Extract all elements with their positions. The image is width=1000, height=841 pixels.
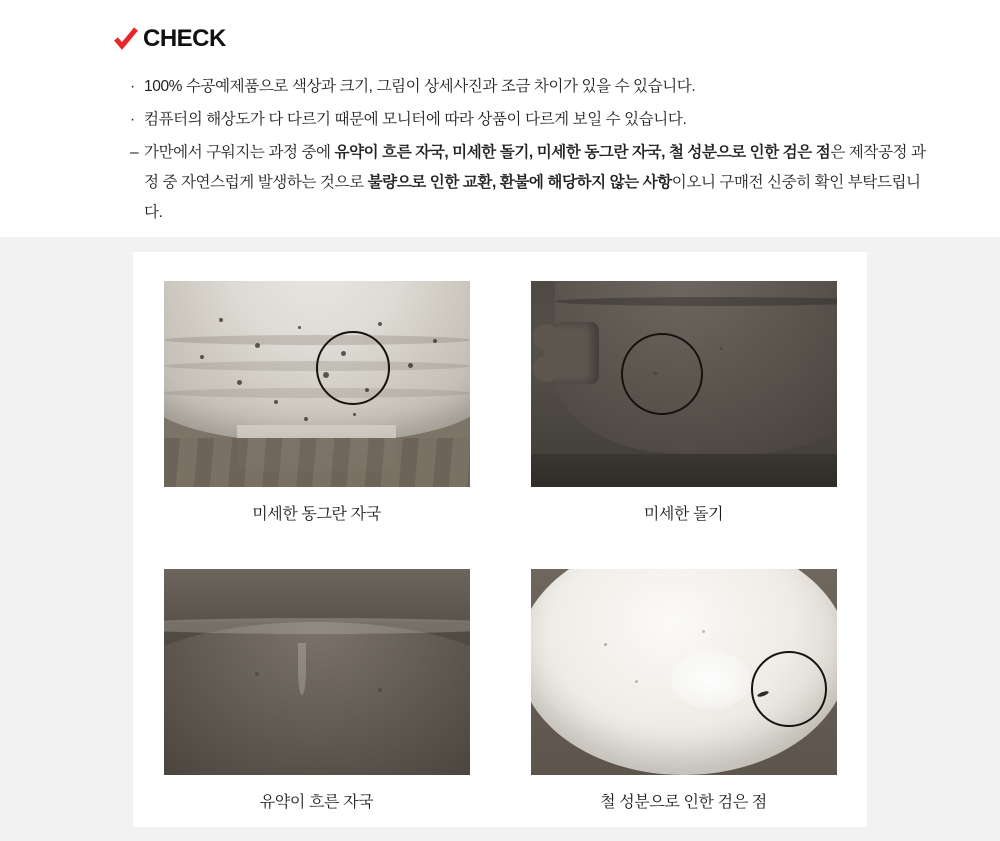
notice-line-text xyxy=(144,138,930,228)
check-heading xyxy=(113,26,226,52)
dark-bowl-handle-photo xyxy=(531,281,837,487)
notice-text-segment-bold: 불량으로 인한 교환, 환불에 해당하지 않는 사항 xyxy=(367,174,672,191)
speckled-bowl-photo xyxy=(164,281,470,487)
notice-line-text: 컴퓨터의 해상도가 다 다르기 때문에 모니터에 따라 상품이 다르게 보일 수 있습니다. xyxy=(144,111,687,128)
gallery-item-caption: 미세한 돌기 xyxy=(643,506,724,523)
notice-text-segment-bold: 유약이 흐른 자국, 미세한 돌기, 미세한 동그란 자국, 철 성분으로 인한 검은 점 xyxy=(334,144,831,161)
gallery-item xyxy=(133,540,500,828)
notice-text-segment: 가만에서 구워지는 과정 중에 xyxy=(144,144,335,161)
notice-line-text: 100% 수공예제품으로 색상과 크기, 그림이 상세사진과 조금 차이가 있을 수 있습니다. xyxy=(144,78,696,95)
notice-text-segment: 은 제작공정 과정 중 자연스럽게 발생하는 것으로 xyxy=(144,144,926,191)
circle-annotation xyxy=(316,331,390,405)
notice-bullet: – xyxy=(130,144,139,161)
defect-example-gallery xyxy=(133,252,867,827)
check-title: CHECK xyxy=(143,25,226,52)
gallery-item-caption: 유약이 흐른 자국 xyxy=(259,793,374,811)
notice-line xyxy=(130,105,930,135)
notice-line-list xyxy=(130,72,930,231)
circle-annotation xyxy=(621,333,703,415)
gallery-grid xyxy=(133,252,867,827)
notice-line xyxy=(130,72,930,102)
notice-bullet: · xyxy=(130,78,135,95)
notice-line xyxy=(130,138,930,228)
notice-text-segment: 이오니 구매전 신중히 확인 부탁드립니다. xyxy=(144,174,921,221)
gallery-item-caption: 미세한 동그란 자국 xyxy=(252,506,381,523)
red-check-mark-icon xyxy=(113,26,139,52)
gallery-item-caption: 철 성분으로 인한 검은 점 xyxy=(600,793,767,811)
gallery-item xyxy=(133,252,500,540)
notice-bullet: · xyxy=(130,111,135,128)
circle-annotation xyxy=(751,651,827,727)
glaze-run-photo xyxy=(164,569,470,775)
check-notice-section xyxy=(0,0,1000,237)
gallery-item xyxy=(500,252,867,540)
white-bowl-black-dot-photo xyxy=(531,569,837,775)
gallery-item xyxy=(500,540,867,828)
